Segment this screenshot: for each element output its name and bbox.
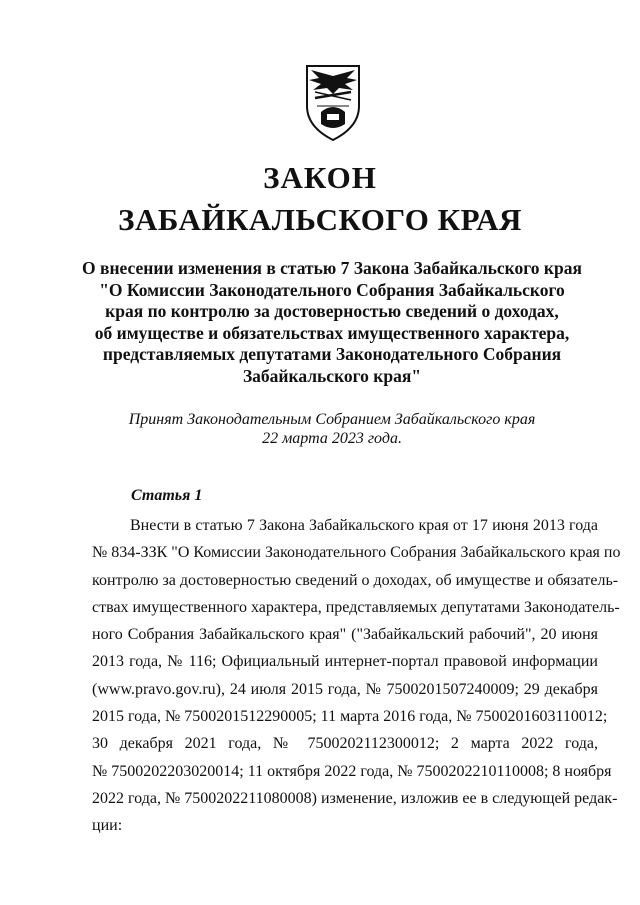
law-subtitle	[60, 258, 604, 388]
body-line: ции:	[92, 817, 123, 835]
body-line: 2022 года, № 7500202211080008) изменение, изложив ее в следующей редак-	[92, 789, 618, 807]
law-region-title: ЗАБАЙКАЛЬСКОГО КРАЯ	[118, 202, 522, 237]
body-line: 2013 года, № 116; Официальный интернет-портал правовой информации	[92, 653, 598, 671]
law-title: ЗАКОН	[263, 160, 377, 195]
body-line: Внести в статью 7 Закона Забайкальского края от 17 июня 2013 года	[130, 517, 598, 534]
subtitle-line: края по контролю за достоверностью сведений о доходах,	[105, 301, 559, 322]
body-line: ствах имущественного характера, представляемых депутатами Законодатель-	[92, 598, 620, 616]
body-line: ного Собрания Забайкальского края" ("Забайкальский рабочий", 20 июня	[92, 626, 598, 644]
subtitle-line: об имуществе и обязательствах имущественного характера,	[94, 322, 570, 343]
body-line: (www.pravo.gov.ru), 24 июля 2015 года, № 7500201507240009; 29 декабря	[92, 680, 598, 698]
adoption-line: Принят Законодательным Собранием Забайкальского края	[128, 411, 536, 428]
subtitle-line: "О Комиссии Законодательного Собрания Забайкальского	[99, 279, 565, 300]
body-line: 30 декабря 2021 года, № 7500202112300012; 2 марта 2022 года,	[92, 735, 598, 753]
body-line: № 7500202203020014; 11 октября 2022 года, № 7500202210110008; 8 ноября	[92, 762, 612, 780]
subtitle-line: Забайкальского края"	[242, 365, 422, 386]
adoption-date: 22 марта 2023 года.	[262, 430, 402, 447]
body-line: 2015 года, № 7500201512290005; 11 марта 2016 года, № 7500201603110012;	[92, 708, 608, 726]
body-line: контролю за достоверностью сведений о доходах, об имуществе и обязатель-	[92, 571, 619, 589]
coat-of-arms-icon	[301, 62, 365, 142]
adoption-note	[60, 410, 604, 448]
article-body	[92, 512, 621, 840]
subtitle-line: представляемых депутатами Законодательного Собрания	[102, 344, 562, 365]
article-heading: Статья 1	[131, 487, 203, 504]
subtitle-line: О внесении изменения в статью 7 Закона Забайкальского края	[82, 258, 582, 278]
body-line: № 834-ЗЗК "О Комиссии Законодательного Собрания Забайкальского края по	[92, 544, 621, 562]
